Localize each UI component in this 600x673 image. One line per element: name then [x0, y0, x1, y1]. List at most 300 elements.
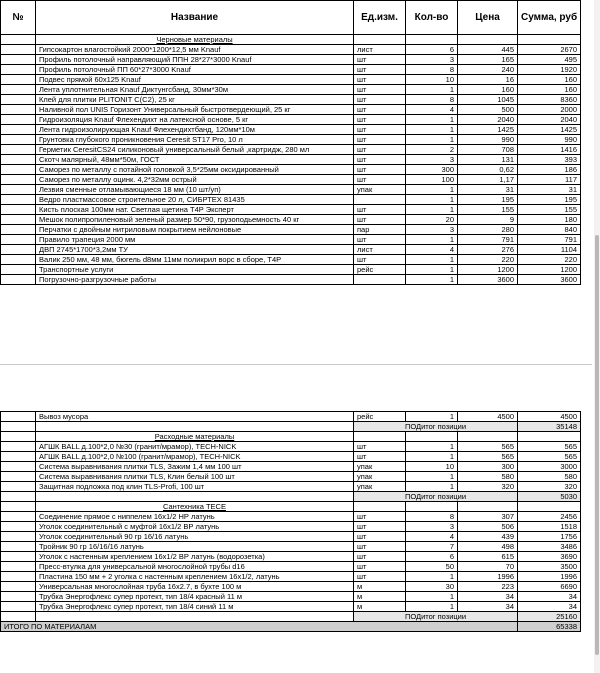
table-row	[1, 512, 581, 522]
item-price: 165	[458, 55, 518, 65]
item-unit: шт	[354, 522, 406, 532]
item-unit: шт	[354, 235, 406, 245]
item-qty: 20	[406, 215, 458, 225]
num-cell	[1, 205, 36, 215]
item-unit: шт	[354, 542, 406, 552]
item-name: Герметик CeresitCS24 силиконовый универсальный белый ,картридж, 280 мл	[36, 145, 354, 155]
name-cell	[36, 612, 354, 622]
unit-cell	[354, 432, 406, 442]
item-price: 34	[458, 592, 518, 602]
name-cell	[36, 492, 354, 502]
item-price: 1425	[458, 125, 518, 135]
num-cell	[1, 442, 36, 452]
item-unit: лист	[354, 45, 406, 55]
page-separator	[0, 364, 592, 365]
num-cell	[1, 265, 36, 275]
section-header-row	[1, 432, 581, 442]
num-cell	[1, 135, 36, 145]
item-name: Трубка Энергофлекс супер протект, тип 18/4 синий 11 м	[36, 602, 354, 612]
table-row	[1, 602, 581, 612]
num-cell	[1, 35, 36, 45]
item-name: Вывоз мусора	[36, 412, 354, 422]
table-row	[1, 55, 581, 65]
item-name: Уголок соединительный 90 гр 16/16 латунь	[36, 532, 354, 542]
item-unit: шт	[354, 562, 406, 572]
estimate-table-page-2	[0, 411, 581, 632]
table-row	[1, 65, 581, 75]
item-qty: 300	[406, 165, 458, 175]
item-price: 155	[458, 205, 518, 215]
item-sum: 180	[518, 215, 581, 225]
section-title: Сантехника TECE	[36, 502, 354, 512]
grand-total-value: 65338	[518, 622, 581, 632]
item-sum: 990	[518, 135, 581, 145]
num-cell	[1, 195, 36, 205]
item-qty: 30	[406, 582, 458, 592]
item-sum: 791	[518, 235, 581, 245]
item-sum: 34	[518, 592, 581, 602]
item-name: Гидроизоляция Knauf Флехендихт на латексной основе, 5 кг	[36, 115, 354, 125]
item-unit: шт	[354, 125, 406, 135]
item-price: 506	[458, 522, 518, 532]
num-cell	[1, 175, 36, 185]
subtotal-label: ПОДитог позиции	[354, 612, 518, 622]
item-unit: шт	[354, 205, 406, 215]
item-unit: шт	[354, 65, 406, 75]
item-name: Уголок соединительный с муфтой 16x1/2 ВР латунь	[36, 522, 354, 532]
price-cell	[458, 432, 518, 442]
item-name: Валик 250 мм, 48 мм, бюгель d8мм 11мм поликрил ворс в сборе, T4P	[36, 255, 354, 265]
table-row	[1, 442, 581, 452]
item-name: Лента гидроизолирующая Knauf Флехендихтбанд, 120мм*10м	[36, 125, 354, 135]
header-price: Цена	[458, 1, 518, 35]
item-name: Транспортные услуги	[36, 265, 354, 275]
table-body-page-1	[1, 35, 581, 285]
item-name: Саморез по металлу оцинк. 4,2*32мм острый	[36, 175, 354, 185]
item-price: 580	[458, 472, 518, 482]
subtotal-label: ПОДитог позиции	[354, 422, 518, 432]
item-name: Грунтовка глубокого проникновения Ceresit ST17 Pro, 10 л	[36, 135, 354, 145]
item-unit: пар	[354, 225, 406, 235]
item-sum: 1104	[518, 245, 581, 255]
sum-cell	[518, 502, 581, 512]
num-cell	[1, 532, 36, 542]
subtotal-label: ПОДитог позиции	[354, 492, 518, 502]
num-cell	[1, 572, 36, 582]
item-price: 4500	[458, 412, 518, 422]
qty-cell	[406, 35, 458, 45]
item-sum: 1416	[518, 145, 581, 155]
item-qty: 3	[406, 155, 458, 165]
item-sum: 155	[518, 205, 581, 215]
item-qty: 1	[406, 592, 458, 602]
item-unit: шт	[354, 165, 406, 175]
item-sum: 2670	[518, 45, 581, 55]
header-row	[1, 1, 581, 35]
table-row	[1, 205, 581, 215]
item-unit: м	[354, 602, 406, 612]
table-row	[1, 275, 581, 285]
item-price: 1996	[458, 572, 518, 582]
item-qty: 1	[406, 275, 458, 285]
item-price: 34	[458, 602, 518, 612]
item-unit: упак	[354, 462, 406, 472]
qty-cell	[406, 502, 458, 512]
table-row	[1, 482, 581, 492]
num-cell	[1, 215, 36, 225]
estimate-table-page-1	[0, 0, 581, 285]
item-name: Система выравнивания плитки TLS, Зажим 1,4 мм 100 шт	[36, 462, 354, 472]
item-qty: 3	[406, 522, 458, 532]
item-qty: 8	[406, 65, 458, 75]
unit-cell	[354, 502, 406, 512]
header-sum: Сумма, руб	[518, 1, 581, 35]
item-qty: 2	[406, 145, 458, 155]
num-cell	[1, 462, 36, 472]
item-qty: 1	[406, 235, 458, 245]
num-cell	[1, 432, 36, 442]
item-name: Профиль потолочный направляющий ППН 28*27*3000 Knauf	[36, 55, 354, 65]
subtotal-value: 25160	[518, 612, 581, 622]
item-name: Гипсокартон влагостойкий 2000*1200*12,5 мм Knauf	[36, 45, 354, 55]
table-row	[1, 95, 581, 105]
table-row	[1, 215, 581, 225]
subtotal-row	[1, 422, 581, 432]
item-unit: шт	[354, 572, 406, 582]
num-cell	[1, 592, 36, 602]
item-qty: 8	[406, 95, 458, 105]
header-qty: Кол-во	[406, 1, 458, 35]
item-price: 439	[458, 532, 518, 542]
item-name: Наливной пол UNIS Горизонт Универсальный быстротвердеющий, 25 кг	[36, 105, 354, 115]
item-unit: упак	[354, 482, 406, 492]
item-name: Лента уплотнительная Knauf Диктунгсбанд, 30мм*30м	[36, 85, 354, 95]
item-qty: 1	[406, 482, 458, 492]
item-qty: 7	[406, 542, 458, 552]
grand-total-label: ИТОГО ПО МАТЕРИАЛАМ	[1, 622, 518, 632]
num-cell	[1, 602, 36, 612]
item-sum: 186	[518, 165, 581, 175]
item-qty: 3	[406, 55, 458, 65]
item-name: Подвес прямой 60х125 Knauf	[36, 75, 354, 85]
item-sum: 4500	[518, 412, 581, 422]
name-cell	[36, 422, 354, 432]
subtotal-value: 35148	[518, 422, 581, 432]
item-price: 160	[458, 85, 518, 95]
item-unit	[354, 275, 406, 285]
item-qty: 1	[406, 572, 458, 582]
num-cell	[1, 472, 36, 482]
item-price: 565	[458, 452, 518, 462]
item-qty: 1	[406, 205, 458, 215]
item-price: 276	[458, 245, 518, 255]
item-name: Правило трапеция 2000 мм	[36, 235, 354, 245]
table-row	[1, 472, 581, 482]
table-row	[1, 145, 581, 155]
item-qty: 1	[406, 195, 458, 205]
section-title: Расходные материалы	[36, 432, 354, 442]
subtotal-value: 5030	[518, 492, 581, 502]
subtotal-row	[1, 492, 581, 502]
item-unit: шт	[354, 532, 406, 542]
num-cell	[1, 502, 36, 512]
section-title: Черновые материалы	[36, 35, 354, 45]
item-sum: 3600	[518, 275, 581, 285]
num-cell	[1, 165, 36, 175]
item-sum: 320	[518, 482, 581, 492]
item-name: Саморез по металлу с потайной головкой 3,5*25мм оксидированный	[36, 165, 354, 175]
item-sum: 1996	[518, 572, 581, 582]
item-price: 565	[458, 442, 518, 452]
item-qty: 10	[406, 462, 458, 472]
table-row	[1, 165, 581, 175]
num-cell	[1, 562, 36, 572]
item-price: 195	[458, 195, 518, 205]
item-sum: 1200	[518, 265, 581, 275]
table-row	[1, 125, 581, 135]
item-price: 300	[458, 462, 518, 472]
item-price: 9	[458, 215, 518, 225]
item-qty: 3	[406, 225, 458, 235]
item-price: 16	[458, 75, 518, 85]
num-cell	[1, 422, 36, 432]
table-row	[1, 552, 581, 562]
num-cell	[1, 235, 36, 245]
item-price: 220	[458, 255, 518, 265]
item-unit: шт	[354, 155, 406, 165]
item-unit: упак	[354, 185, 406, 195]
item-price: 498	[458, 542, 518, 552]
item-sum: 1920	[518, 65, 581, 75]
item-unit: упак	[354, 472, 406, 482]
header-name: Название	[36, 1, 354, 35]
item-price: 31	[458, 185, 518, 195]
sum-cell	[518, 35, 581, 45]
num-cell	[1, 275, 36, 285]
item-qty: 1	[406, 472, 458, 482]
table-row	[1, 175, 581, 185]
item-sum: 3690	[518, 552, 581, 562]
item-sum: 1425	[518, 125, 581, 135]
item-unit: шт	[354, 175, 406, 185]
table-row	[1, 542, 581, 552]
item-sum: 31	[518, 185, 581, 195]
item-sum: 840	[518, 225, 581, 235]
item-price: 990	[458, 135, 518, 145]
item-sum: 3486	[518, 542, 581, 552]
item-price: 131	[458, 155, 518, 165]
item-sum: 393	[518, 155, 581, 165]
item-name: Трубка Энергофлекс супер протект, тип 18/4 красный 11 м	[36, 592, 354, 602]
table-row	[1, 522, 581, 532]
item-qty: 1	[406, 85, 458, 95]
section-header-row	[1, 502, 581, 512]
item-name: Лезвия сменные отламывающиеся 18 мм (10 шт/уп)	[36, 185, 354, 195]
item-unit: лист	[354, 245, 406, 255]
subtotal-row	[1, 612, 581, 622]
table-row	[1, 412, 581, 422]
item-unit: рейс	[354, 265, 406, 275]
item-sum: 3500	[518, 562, 581, 572]
item-sum: 3000	[518, 462, 581, 472]
item-price: 791	[458, 235, 518, 245]
item-name: Пластина 150 мм + 2 уголка с настенным креплением 16x1/2, латунь	[36, 572, 354, 582]
num-cell	[1, 55, 36, 65]
item-qty: 4	[406, 245, 458, 255]
item-name: Универсальная многослойная труба 16x2.7, в бухте 100 м	[36, 582, 354, 592]
table-row	[1, 185, 581, 195]
num-cell	[1, 452, 36, 462]
item-price: 320	[458, 482, 518, 492]
price-cell	[458, 502, 518, 512]
item-unit: шт	[354, 115, 406, 125]
num-cell	[1, 412, 36, 422]
item-price: 445	[458, 45, 518, 55]
price-cell	[458, 35, 518, 45]
item-unit: шт	[354, 95, 406, 105]
num-cell	[1, 185, 36, 195]
table-row	[1, 532, 581, 542]
section-header-row	[1, 35, 581, 45]
table-row	[1, 572, 581, 582]
item-qty: 8	[406, 512, 458, 522]
item-price: 500	[458, 105, 518, 115]
table-row	[1, 225, 581, 235]
item-price: 3600	[458, 275, 518, 285]
table-row	[1, 85, 581, 95]
item-name: Соединение прямое с ниппелем 16x1/2 НР латунь	[36, 512, 354, 522]
item-sum: 1756	[518, 532, 581, 542]
table-row	[1, 462, 581, 472]
item-price: 240	[458, 65, 518, 75]
sum-cell	[518, 432, 581, 442]
item-sum: 160	[518, 75, 581, 85]
item-name: Ведро пластмассовое строительное 20 л, СИБРТЕХ 81435	[36, 195, 354, 205]
num-cell	[1, 125, 36, 135]
num-cell	[1, 95, 36, 105]
item-sum: 580	[518, 472, 581, 482]
num-cell	[1, 512, 36, 522]
item-name: Погрузочно-разгрузочные работы	[36, 275, 354, 285]
item-qty: 50	[406, 562, 458, 572]
item-name: Уголок с настенным креплением 16x1/2 ВР латунь (водорозетка)	[36, 552, 354, 562]
item-sum: 34	[518, 602, 581, 612]
item-unit: шт	[354, 552, 406, 562]
table-row	[1, 105, 581, 115]
num-cell	[1, 85, 36, 95]
vertical-scrollbar[interactable]	[594, 0, 600, 673]
num-cell	[1, 75, 36, 85]
item-name: Профиль потолочный ПП 60*27*3000 Knauf	[36, 65, 354, 75]
table-row	[1, 235, 581, 245]
num-cell	[1, 522, 36, 532]
num-cell	[1, 542, 36, 552]
item-price: 1,17	[458, 175, 518, 185]
table-row	[1, 135, 581, 145]
item-name: АГШК BALL д.100*2,0 №100 (гранит/мрамор), TECH-NICK	[36, 452, 354, 462]
item-unit: м	[354, 592, 406, 602]
item-name: ДВП 2745*1700*3,2мм ТУ	[36, 245, 354, 255]
item-sum: 2456	[518, 512, 581, 522]
header-num: №	[1, 1, 36, 35]
item-name: Мешок полипропиленовый зеленый размер 50*90, грузоподьемность 40 кг	[36, 215, 354, 225]
item-sum: 2000	[518, 105, 581, 115]
item-qty: 1	[406, 125, 458, 135]
item-price: 307	[458, 512, 518, 522]
item-qty: 1	[406, 255, 458, 265]
table-row	[1, 115, 581, 125]
item-sum: 8360	[518, 95, 581, 105]
item-unit: м	[354, 582, 406, 592]
table-row	[1, 155, 581, 165]
num-cell	[1, 245, 36, 255]
table-body-page-2	[1, 412, 581, 632]
item-qty: 1	[406, 185, 458, 195]
item-name: Пресс-втулка для универсальной многослойной трубы d16	[36, 562, 354, 572]
item-name: Скотч малярный, 48мм*50м, ГОСТ	[36, 155, 354, 165]
num-cell	[1, 482, 36, 492]
item-name: Система выравнивания плитки TLS, Клин белый 100 шт	[36, 472, 354, 482]
num-cell	[1, 45, 36, 55]
item-name: АГШК BALL д.100*2,0 №30 (гранит/мрамор), TECH-NICK	[36, 442, 354, 452]
item-qty: 1	[406, 602, 458, 612]
table-row	[1, 592, 581, 602]
item-sum: 565	[518, 442, 581, 452]
num-cell	[1, 552, 36, 562]
item-sum: 160	[518, 85, 581, 95]
scrollbar-thumb[interactable]	[595, 235, 599, 655]
item-name: Перчатки с двойным нитриловым покрытием нейлоновые	[36, 225, 354, 235]
item-unit: шт	[354, 135, 406, 145]
item-qty: 1	[406, 115, 458, 125]
item-unit: шт	[354, 512, 406, 522]
item-price: 280	[458, 225, 518, 235]
item-qty: 1	[406, 412, 458, 422]
item-price: 2040	[458, 115, 518, 125]
table-row	[1, 195, 581, 205]
table-row	[1, 562, 581, 572]
item-qty: 10	[406, 75, 458, 85]
item-unit: рейс	[354, 412, 406, 422]
item-price: 1200	[458, 265, 518, 275]
item-unit: шт	[354, 215, 406, 225]
num-cell	[1, 612, 36, 622]
num-cell	[1, 145, 36, 155]
item-unit: шт	[354, 442, 406, 452]
item-sum: 117	[518, 175, 581, 185]
item-qty: 4	[406, 105, 458, 115]
page-break-gap	[0, 320, 600, 410]
item-qty: 4	[406, 532, 458, 542]
num-cell	[1, 65, 36, 75]
item-qty: 6	[406, 45, 458, 55]
item-sum: 565	[518, 452, 581, 462]
grand-total-row	[1, 622, 581, 632]
num-cell	[1, 492, 36, 502]
table-row	[1, 45, 581, 55]
num-cell	[1, 155, 36, 165]
item-unit: шт	[354, 75, 406, 85]
table-row	[1, 265, 581, 275]
item-unit: шт	[354, 55, 406, 65]
item-qty: 1	[406, 135, 458, 145]
item-unit: шт	[354, 85, 406, 95]
item-unit: шт	[354, 105, 406, 115]
item-qty: 1	[406, 265, 458, 275]
item-price: 1045	[458, 95, 518, 105]
table-row	[1, 582, 581, 592]
qty-cell	[406, 432, 458, 442]
